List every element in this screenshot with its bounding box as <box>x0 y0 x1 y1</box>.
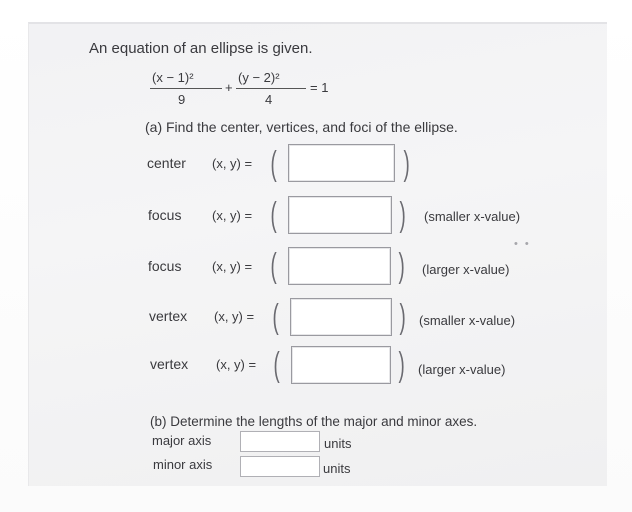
focus-1-open-paren: ( <box>270 196 277 234</box>
focus-2-label: focus <box>148 258 182 274</box>
center-close-paren: ) <box>403 145 410 183</box>
part-a-prompt: (a) Find the center, vertices, and foci of the ellipse. <box>145 119 458 135</box>
focus-1-label: focus <box>148 207 182 223</box>
vertex-2-xy-label: (x, y) = <box>216 357 257 372</box>
fraction-bar-1 <box>150 88 222 89</box>
equation-rhs: = 1 <box>310 80 329 95</box>
minor-axis-input[interactable] <box>240 456 320 477</box>
vertex-2-label: vertex <box>150 356 189 372</box>
focus-smaller-hint: (smaller x-value) <box>424 209 521 224</box>
vertex-1-xy-label: (x, y) = <box>214 309 255 324</box>
focus-1-xy-label: (x, y) = <box>212 208 253 223</box>
major-axis-input[interactable] <box>240 431 320 452</box>
major-axis-units: units <box>324 436 352 451</box>
vertex-2-open-paren: ( <box>273 346 280 384</box>
focus-1-close-paren: ) <box>399 196 406 234</box>
vertex-1-close-paren: ) <box>399 298 406 336</box>
minor-axis-label: minor axis <box>153 457 213 472</box>
vertex-1-open-paren: ( <box>272 298 279 336</box>
center-input[interactable] <box>288 144 395 182</box>
focus-2-close-paren: ) <box>398 247 405 285</box>
focus-smaller-input[interactable] <box>288 196 392 234</box>
major-axis-label: major axis <box>152 433 212 448</box>
vertex-smaller-input[interactable] <box>290 298 392 336</box>
vertex-larger-hint: (larger x-value) <box>418 362 506 377</box>
focus-larger-hint: (larger x-value) <box>422 262 510 277</box>
equation-term2-numerator: (y − 2)² <box>238 70 280 85</box>
vertex-smaller-hint: (smaller x-value) <box>419 313 516 328</box>
equation-plus: + <box>225 80 233 95</box>
vertex-larger-input[interactable] <box>291 346 391 384</box>
center-xy-label: (x, y) = <box>212 156 253 171</box>
equation-term1-denominator: 9 <box>178 92 186 107</box>
vertex-2-close-paren: ) <box>398 346 405 384</box>
minor-axis-units: units <box>323 461 351 476</box>
focus-larger-input[interactable] <box>288 247 391 285</box>
equation-term1-numerator: (x − 1)² <box>152 70 194 85</box>
focus-2-open-paren: ( <box>270 247 277 285</box>
decorative-dots: • • <box>514 238 531 250</box>
part-b-prompt: (b) Determine the lengths of the major and minor axes. <box>150 414 478 429</box>
vertex-1-label: vertex <box>149 308 188 324</box>
equation-term2-denominator: 4 <box>265 92 273 107</box>
center-open-paren: ( <box>270 145 277 183</box>
focus-2-xy-label: (x, y) = <box>212 259 253 274</box>
fraction-bar-2 <box>236 88 306 89</box>
center-label: center <box>147 155 186 171</box>
problem-intro: An equation of an ellipse is given. <box>89 40 313 57</box>
